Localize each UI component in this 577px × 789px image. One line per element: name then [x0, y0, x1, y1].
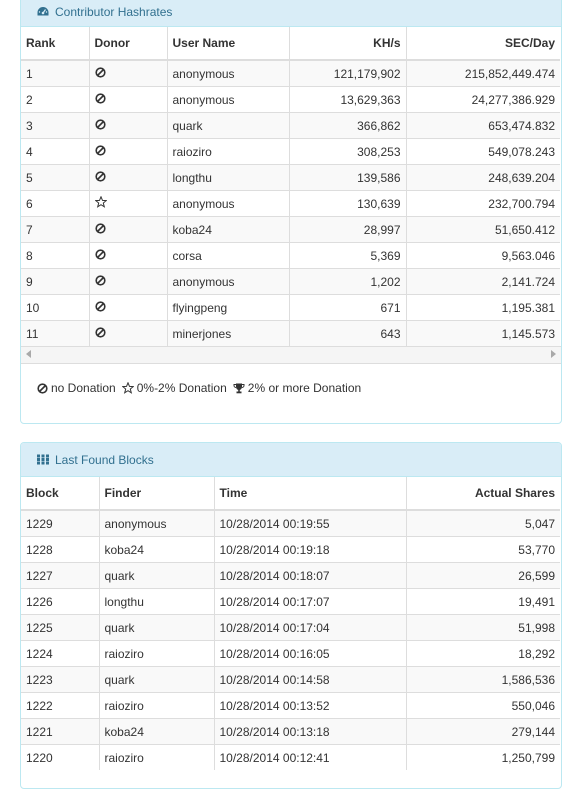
user-name-cell: anonymous: [167, 191, 289, 217]
khs-cell: 366,862: [289, 113, 406, 139]
table-row: [21, 165, 560, 191]
sec-day-cell: 9,563.046: [406, 243, 560, 269]
col-block[interactable]: Block: [21, 477, 99, 510]
col-khs[interactable]: KH/s: [289, 27, 406, 60]
block-cell: 1228: [21, 537, 99, 563]
time-cell: 10/28/2014 00:17:07: [214, 589, 406, 615]
rank-cell: 7: [21, 217, 89, 243]
donor-cell: [89, 217, 167, 243]
hashrates-panel-title: Contributor Hashrates: [55, 4, 173, 19]
khs-cell: 5,369: [289, 243, 406, 269]
time-cell: 10/28/2014 00:17:04: [214, 615, 406, 641]
col-finder[interactable]: Finder: [99, 477, 214, 510]
finder-cell: raioziro: [99, 745, 214, 771]
user-name-cell: flyingpeng: [167, 295, 289, 321]
shares-cell: 18,292: [406, 641, 560, 667]
rank-cell: 4: [21, 139, 89, 165]
ban-icon: [37, 383, 48, 394]
table-row: [21, 60, 560, 87]
col-donor[interactable]: Donor: [89, 27, 167, 60]
rank-cell: 1: [21, 60, 89, 87]
sec-day-cell: 653,474.832: [406, 113, 560, 139]
table-row: [21, 321, 560, 347]
block-cell: 1222: [21, 693, 99, 719]
table-row: [21, 719, 560, 745]
ban-icon: [95, 275, 106, 286]
user-name-cell: anonymous: [167, 60, 289, 87]
table-row: [21, 589, 560, 615]
finder-cell: raioziro: [99, 693, 214, 719]
block-cell: 1221: [21, 719, 99, 745]
col-user-name[interactable]: User Name: [167, 27, 289, 60]
donor-cell: [89, 165, 167, 191]
legend-some-donation: 0%-2% Donation: [136, 381, 227, 395]
rank-cell: 2: [21, 87, 89, 113]
table-row: [21, 217, 560, 243]
shares-cell: 5,047: [406, 510, 560, 537]
hashrates-panel-heading: [21, 0, 561, 27]
user-name-cell: anonymous: [167, 87, 289, 113]
col-time[interactable]: Time: [214, 477, 406, 510]
block-cell: 1226: [21, 589, 99, 615]
star-icon: [95, 196, 107, 208]
table-row: [21, 269, 560, 295]
col-sec-day[interactable]: SEC/Day: [406, 27, 560, 60]
block-cell: 1229: [21, 510, 99, 537]
finder-cell: anonymous: [99, 510, 214, 537]
block-cell: 1220: [21, 745, 99, 771]
donor-cell: [89, 113, 167, 139]
finder-cell: koba24: [99, 719, 214, 745]
rank-cell: 5: [21, 165, 89, 191]
time-cell: 10/28/2014 00:14:58: [214, 667, 406, 693]
time-cell: 10/28/2014 00:13:18: [214, 719, 406, 745]
col-rank[interactable]: Rank: [21, 27, 89, 60]
blocks-panel-heading: [21, 443, 561, 477]
sec-day-cell: 24,277,386.929: [406, 87, 560, 113]
sec-day-cell: 1,195.381: [406, 295, 560, 321]
time-cell: 10/28/2014 00:19:55: [214, 510, 406, 537]
shares-cell: 279,144: [406, 719, 560, 745]
sec-day-cell: 215,852,449.474: [406, 60, 560, 87]
sec-day-cell: 2,141.724: [406, 269, 560, 295]
ban-icon: [95, 145, 106, 156]
table-row: [21, 113, 560, 139]
shares-cell: 26,599: [406, 563, 560, 589]
table-row: [21, 243, 560, 269]
table-row: [21, 745, 560, 771]
horizontal-scrollbar[interactable]: [21, 346, 561, 364]
shares-cell: 19,491: [406, 589, 560, 615]
user-name-cell: koba24: [167, 217, 289, 243]
donor-cell: [89, 139, 167, 165]
col-actual-shares[interactable]: Actual Shares: [406, 477, 560, 510]
user-name-cell: minerjones: [167, 321, 289, 347]
grid-icon: [37, 454, 49, 465]
khs-cell: 13,629,363: [289, 87, 406, 113]
user-name-cell: corsa: [167, 243, 289, 269]
user-name-cell: longthu: [167, 165, 289, 191]
user-name-cell: quark: [167, 113, 289, 139]
sec-day-cell: 51,650.412: [406, 217, 560, 243]
donor-cell: [89, 243, 167, 269]
table-row: [21, 139, 560, 165]
khs-cell: 121,179,902: [289, 60, 406, 87]
scroll-left-arrow-icon[interactable]: [26, 350, 31, 358]
ban-icon: [95, 223, 106, 234]
ban-icon: [95, 67, 106, 78]
legend-more-donation: 2% or more Donation: [247, 381, 362, 395]
khs-cell: 671: [289, 295, 406, 321]
rank-cell: 10: [21, 295, 89, 321]
block-cell: 1225: [21, 615, 99, 641]
sec-day-cell: 232,700.794: [406, 191, 560, 217]
shares-cell: 51,998: [406, 615, 560, 641]
user-name-cell: raioziro: [167, 139, 289, 165]
time-cell: 10/28/2014 00:13:52: [214, 693, 406, 719]
time-cell: 10/28/2014 00:16:05: [214, 641, 406, 667]
finder-cell: longthu: [99, 589, 214, 615]
rank-cell: 11: [21, 321, 89, 347]
donor-cell: [89, 191, 167, 217]
khs-cell: 139,586: [289, 165, 406, 191]
rank-cell: 6: [21, 191, 89, 217]
sec-day-cell: 549,078.243: [406, 139, 560, 165]
table-row: [21, 295, 560, 321]
ban-icon: [95, 301, 106, 312]
blocks-table: [21, 477, 560, 770]
khs-cell: 1,202: [289, 269, 406, 295]
star-icon: [122, 382, 134, 394]
table-row: [21, 537, 560, 563]
donation-legend: [21, 364, 561, 412]
donor-cell: [89, 269, 167, 295]
time-cell: 10/28/2014 00:12:41: [214, 745, 406, 771]
finder-cell: koba24: [99, 537, 214, 563]
block-cell: 1224: [21, 641, 99, 667]
table-row: [21, 191, 560, 217]
table-row: [21, 563, 560, 589]
shares-cell: 53,770: [406, 537, 560, 563]
time-cell: 10/28/2014 00:19:18: [214, 537, 406, 563]
table-row: [21, 87, 560, 113]
finder-cell: quark: [99, 667, 214, 693]
khs-cell: 643: [289, 321, 406, 347]
blocks-panel-title: Last Found Blocks: [55, 452, 154, 467]
finder-cell: quark: [99, 563, 214, 589]
legend-no-donation: no Donation: [51, 381, 116, 395]
shares-cell: 1,586,536: [406, 667, 560, 693]
donor-cell: [89, 87, 167, 113]
contributor-hashrates-panel: [20, 0, 562, 424]
khs-cell: 308,253: [289, 139, 406, 165]
donor-cell: [89, 60, 167, 87]
shares-cell: 550,046: [406, 693, 560, 719]
table-row: [21, 641, 560, 667]
trophy-icon: [233, 383, 245, 394]
time-cell: 10/28/2014 00:18:07: [214, 563, 406, 589]
rank-cell: 3: [21, 113, 89, 139]
user-name-cell: anonymous: [167, 269, 289, 295]
table-row: [21, 667, 560, 693]
table-row: [21, 510, 560, 537]
ban-icon: [95, 249, 106, 260]
shares-cell: 1,250,799: [406, 745, 560, 771]
khs-cell: 28,997: [289, 217, 406, 243]
donor-cell: [89, 321, 167, 347]
ban-icon: [95, 119, 106, 130]
ban-icon: [95, 327, 106, 338]
hashrates-table: [21, 27, 560, 346]
donor-cell: [89, 295, 167, 321]
finder-cell: quark: [99, 615, 214, 641]
sec-day-cell: 248,639.204: [406, 165, 560, 191]
last-found-blocks-panel: [20, 442, 562, 789]
sec-day-cell: 1,145.573: [406, 321, 560, 347]
rank-cell: 9: [21, 269, 89, 295]
ban-icon: [95, 93, 106, 104]
block-cell: 1227: [21, 563, 99, 589]
finder-cell: raioziro: [99, 641, 214, 667]
rank-cell: 8: [21, 243, 89, 269]
khs-cell: 130,639: [289, 191, 406, 217]
table-row: [21, 693, 560, 719]
dashboard-icon: [37, 6, 49, 17]
scroll-right-arrow-icon[interactable]: [551, 350, 556, 358]
block-cell: 1223: [21, 667, 99, 693]
ban-icon: [95, 171, 106, 182]
table-row: [21, 615, 560, 641]
